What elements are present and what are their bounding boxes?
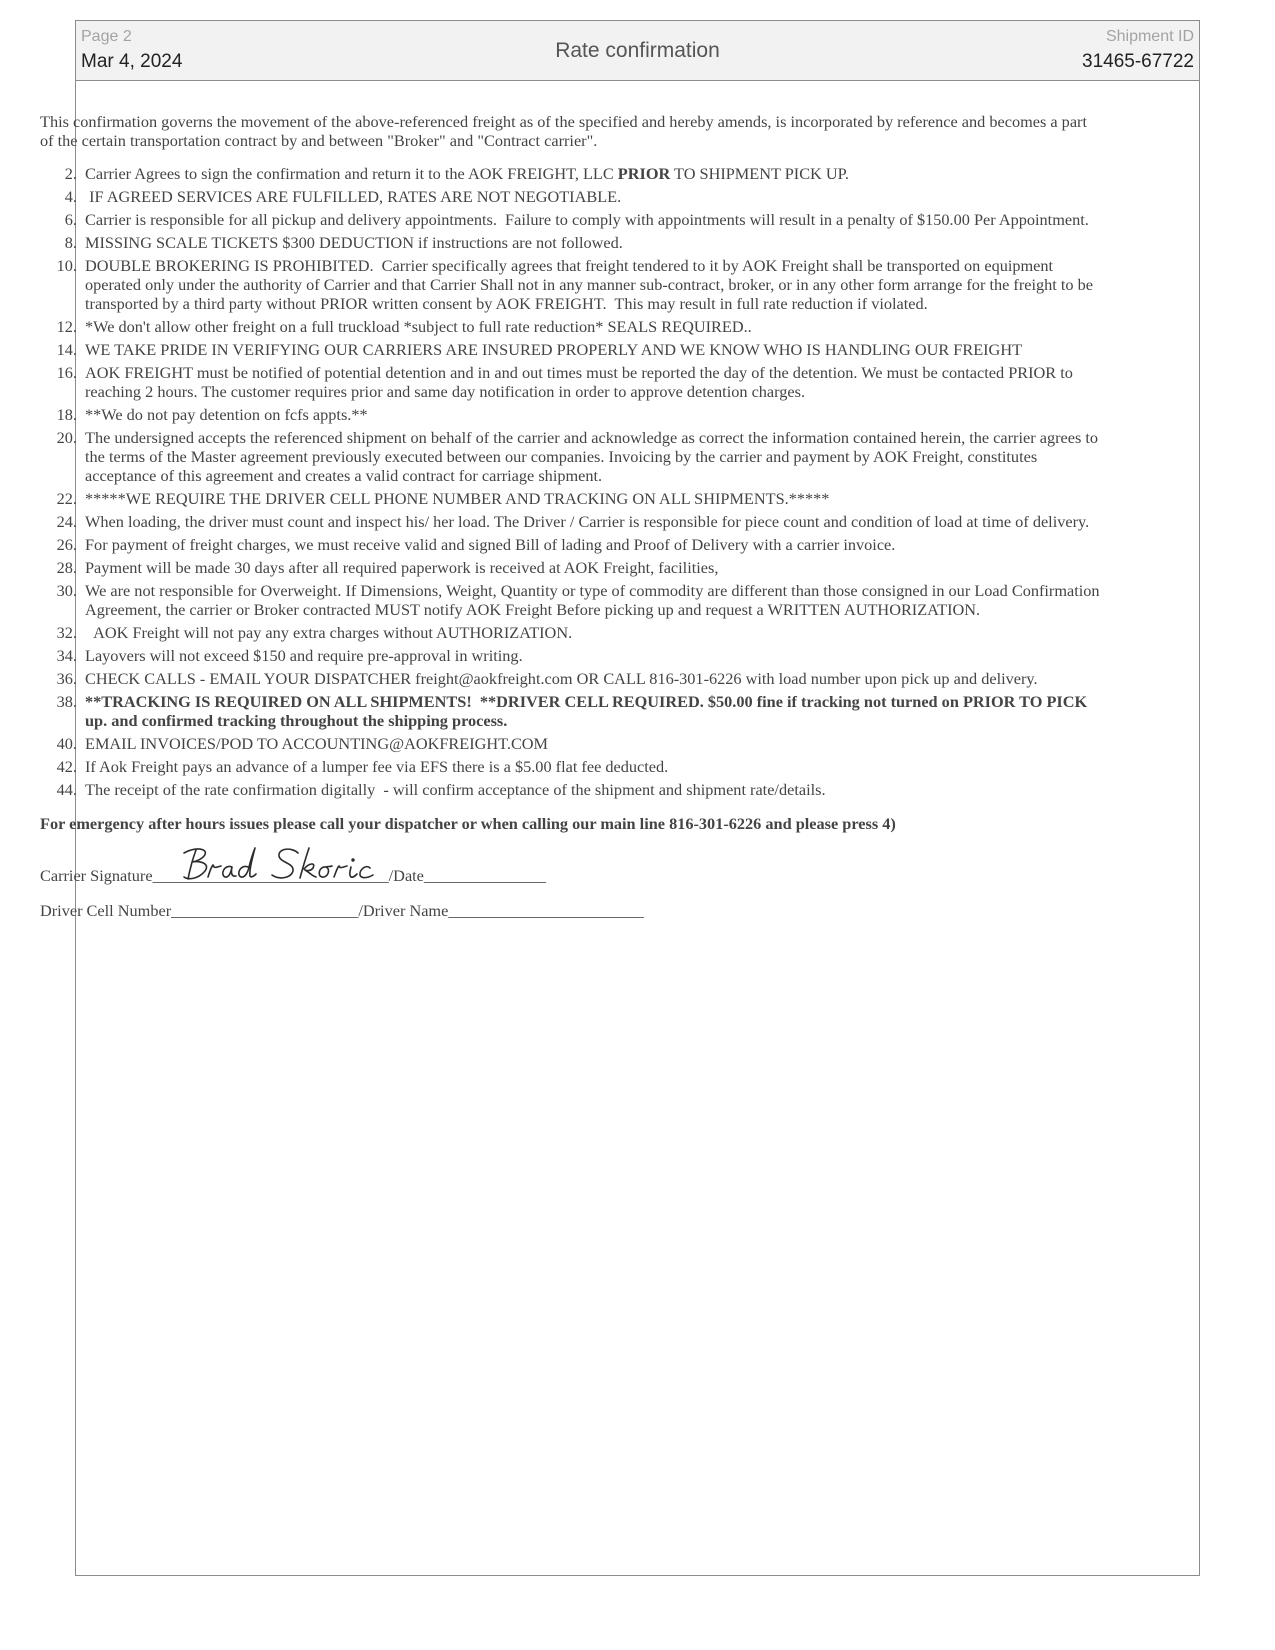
page-number: Page 2 bbox=[81, 28, 132, 45]
intro-paragraph: This confirmation governs the movement of the above-referenced freight as of the specified and hereby amends, is incorporated by reference and becomes a part of the certain transportation contract by and between "Broker" and "Contract carrier". bbox=[40, 112, 1087, 150]
term-text-plain: Payment will be made 30 days after all required paperwork is received at AOK Freight, facilities, bbox=[85, 558, 719, 577]
term-text-plain: *****WE REQUIRE THE DRIVER CELL PHONE NUMBER AND TRACKING ON ALL SHIPMENTS.***** bbox=[85, 489, 830, 508]
term-item bbox=[40, 405, 1102, 424]
term-text bbox=[85, 428, 1102, 485]
term-number: 12. bbox=[56, 317, 77, 336]
term-text-plain: MISSING SCALE TICKETS $300 DEDUCTION if instructions are not followed. bbox=[85, 233, 623, 252]
term-item bbox=[40, 363, 1102, 401]
term-text bbox=[85, 405, 1102, 424]
driver-info-row bbox=[40, 901, 1102, 920]
term-item bbox=[40, 692, 1102, 730]
terms-list bbox=[40, 164, 1102, 799]
term-text bbox=[85, 317, 1102, 336]
term-text bbox=[85, 734, 1102, 753]
emergency-notice: For emergency after hours issues please call your dispatcher or when calling our main line 816-301-6226 and please press 4) bbox=[40, 814, 896, 833]
term-number: 40. bbox=[56, 734, 77, 753]
shipment-id-label: Shipment ID bbox=[1105, 28, 1194, 45]
term-text bbox=[85, 164, 1102, 183]
term-item bbox=[40, 256, 1102, 313]
term-text bbox=[85, 210, 1102, 229]
term-text bbox=[85, 692, 1102, 730]
term-text-plain: AOK Freight will not pay any extra charges without AUTHORIZATION. bbox=[85, 623, 573, 642]
term-item bbox=[40, 187, 1102, 206]
term-number: 16. bbox=[56, 363, 77, 382]
term-text bbox=[85, 646, 1102, 665]
term-number: 24. bbox=[56, 512, 77, 531]
term-text bbox=[85, 363, 1102, 401]
term-item bbox=[40, 558, 1102, 577]
term-text bbox=[85, 558, 1102, 577]
term-number: 18. bbox=[56, 405, 77, 424]
term-number: 20. bbox=[56, 428, 77, 447]
term-text bbox=[85, 623, 1102, 642]
carrier-signature-label: Carrier Signature bbox=[40, 866, 153, 885]
term-item bbox=[40, 646, 1102, 665]
term-item bbox=[40, 581, 1102, 619]
document-body bbox=[40, 112, 1102, 920]
document-title: Rate confirmation bbox=[555, 39, 720, 62]
term-item bbox=[40, 489, 1102, 508]
term-text-plain: We are not responsible for Overweight. If Dimensions, Weight, Quantity or type of commodity are different than those consigned in our Load Confirmation Agreement, the carrier or Broker contracted MUST notify AOK Freight Before picking up and request a WRITTEN AUTHORIZATION. bbox=[85, 581, 1103, 619]
term-text bbox=[85, 340, 1102, 359]
term-text bbox=[85, 669, 1102, 688]
term-item bbox=[40, 317, 1102, 336]
term-number: 22. bbox=[56, 489, 77, 508]
term-text-plain: The undersigned accepts the referenced shipment on behalf of the carrier and acknowledge as correct the information contained herein, the carrier agrees to the terms of the Master agreement previously executed between our companies. Invoicing by the carrier and payment by AOK Freight, constitutes acceptance of this agreement and creates a valid contract for carriage shipment. bbox=[85, 428, 1103, 485]
document-date: Mar 4, 2024 bbox=[81, 51, 183, 72]
term-number: 8. bbox=[64, 233, 77, 252]
term-text bbox=[85, 233, 1102, 252]
term-item bbox=[40, 535, 1102, 554]
term-number: 10. bbox=[56, 256, 77, 275]
handwritten-signature bbox=[180, 845, 380, 887]
term-number: 32. bbox=[56, 623, 77, 642]
term-text-bold: PRIOR bbox=[617, 164, 671, 183]
term-text-plain: The receipt of the rate confirmation digitally - will confirm acceptance of the shipment and shipment rate/details. bbox=[85, 780, 826, 799]
driver-cell-blank[interactable]: _______________________ bbox=[171, 901, 359, 920]
term-text-plain: If Aok Freight pays an advance of a lumper fee via EFS there is a $5.00 flat fee deducted. bbox=[85, 757, 669, 776]
term-item bbox=[40, 233, 1102, 252]
carrier-signature-row bbox=[40, 857, 1102, 883]
date-blank[interactable]: _______________ bbox=[423, 866, 547, 885]
term-text bbox=[85, 757, 1102, 776]
term-number: 30. bbox=[56, 581, 77, 600]
term-number: 2. bbox=[64, 164, 77, 183]
term-text bbox=[85, 581, 1102, 619]
term-text bbox=[85, 780, 1102, 799]
term-text-plain: Carrier is responsible for all pickup and delivery appointments. Failure to comply with appointments will result in a penalty of $150.00 Per Appointment. bbox=[85, 210, 1089, 229]
term-text bbox=[85, 489, 1102, 508]
term-number: 42. bbox=[56, 757, 77, 776]
term-text-plain: When loading, the driver must count and inspect his/ her load. The Driver / Carrier is responsible for piece count and condition of load at time of delivery. bbox=[85, 512, 1090, 531]
term-text-plain: *We don't allow other freight on a full truckload *subject to full rate reduction* SEALS REQUIRED.. bbox=[85, 317, 752, 336]
page-header bbox=[76, 21, 1199, 81]
term-text bbox=[85, 187, 1102, 206]
term-item bbox=[40, 210, 1102, 229]
term-text bbox=[85, 535, 1102, 554]
term-number: 44. bbox=[56, 780, 77, 799]
term-text-plain: Carrier Agrees to sign the confirmation and return it to the AOK FREIGHT, LLC bbox=[85, 164, 618, 183]
term-text-plain: Layovers will not exceed $150 and require pre-approval in writing. bbox=[85, 646, 523, 665]
term-text bbox=[85, 512, 1102, 531]
term-item bbox=[40, 757, 1102, 776]
term-text-plain: DOUBLE BROKERING IS PROHIBITED. Carrier specifically agrees that freight tendered to it by AOK Freight shall be transported on equipment operated only under the authority of Carrier and that Carrier Shall not in any manner sub-contract, broker, or in any other form arrange for the freight to be transported by a third party without PRIOR written consent by AOK FREIGHT. This may result in full rate reduction if violated. bbox=[85, 256, 1098, 313]
term-item bbox=[40, 428, 1102, 485]
term-number: 34. bbox=[56, 646, 77, 665]
term-text-plain: WE TAKE PRIDE IN VERIFYING OUR CARRIERS ARE INSURED PROPERLY AND WE KNOW WHO IS HANDLING OUR FREIGHT bbox=[85, 340, 1023, 359]
term-number: 36. bbox=[56, 669, 77, 688]
term-text-bold: **TRACKING IS REQUIRED ON ALL SHIPMENTS! **DRIVER CELL REQUIRED. $50.00 fine if tracking not turned on PRIOR TO PICK up. and confirmed tracking throughout the shipping process. bbox=[85, 692, 1092, 730]
term-item bbox=[40, 340, 1102, 359]
term-item bbox=[40, 164, 1102, 183]
term-text-plain: AOK FREIGHT must be notified of potential detention and in and out times must be reported the day of the detention. We must be contacted PRIOR to reaching 2 hours. The customer requires prior and same day notification in order to approve detention charges. bbox=[85, 363, 1077, 401]
term-number: 4. bbox=[64, 187, 77, 206]
term-number: 38. bbox=[56, 692, 77, 711]
term-text-plain: IF AGREED SERVICES ARE FULFILLED, RATES ARE NOT NEGOTIABLE. bbox=[85, 187, 622, 206]
term-item bbox=[40, 780, 1102, 799]
term-text bbox=[85, 256, 1102, 313]
term-number: 26. bbox=[56, 535, 77, 554]
term-number: 14. bbox=[56, 340, 77, 359]
driver-cell-label: Driver Cell Number bbox=[40, 901, 172, 920]
term-text-plain: CHECK CALLS - EMAIL YOUR DISPATCHER freight@aokfreight.com OR CALL 816-301-6226 with load number upon pick up and delivery. bbox=[85, 669, 1038, 688]
date-label: /Date bbox=[388, 866, 424, 885]
term-item bbox=[40, 734, 1102, 753]
carrier-signature-blank[interactable]: _____________________________ bbox=[152, 866, 389, 885]
term-text-plain: TO SHIPMENT PICK UP. bbox=[670, 164, 849, 183]
term-number: 6. bbox=[64, 210, 77, 229]
driver-name-label: /Driver Name bbox=[358, 901, 449, 920]
term-text-plain: EMAIL INVOICES/POD TO ACCOUNTING@AOKFREIGHT.COM bbox=[85, 734, 549, 753]
term-text-plain: For payment of freight charges, we must receive valid and signed Bill of lading and Proof of Delivery with a carrier invoice. bbox=[85, 535, 896, 554]
shipment-id-value: 31465-67722 bbox=[1082, 51, 1194, 72]
term-item bbox=[40, 623, 1102, 642]
term-text-plain: **We do not pay detention on fcfs appts.** bbox=[85, 405, 368, 424]
term-number: 28. bbox=[56, 558, 77, 577]
driver-name-blank[interactable]: ________________________ bbox=[448, 901, 644, 920]
term-item bbox=[40, 669, 1102, 688]
term-item bbox=[40, 512, 1102, 531]
